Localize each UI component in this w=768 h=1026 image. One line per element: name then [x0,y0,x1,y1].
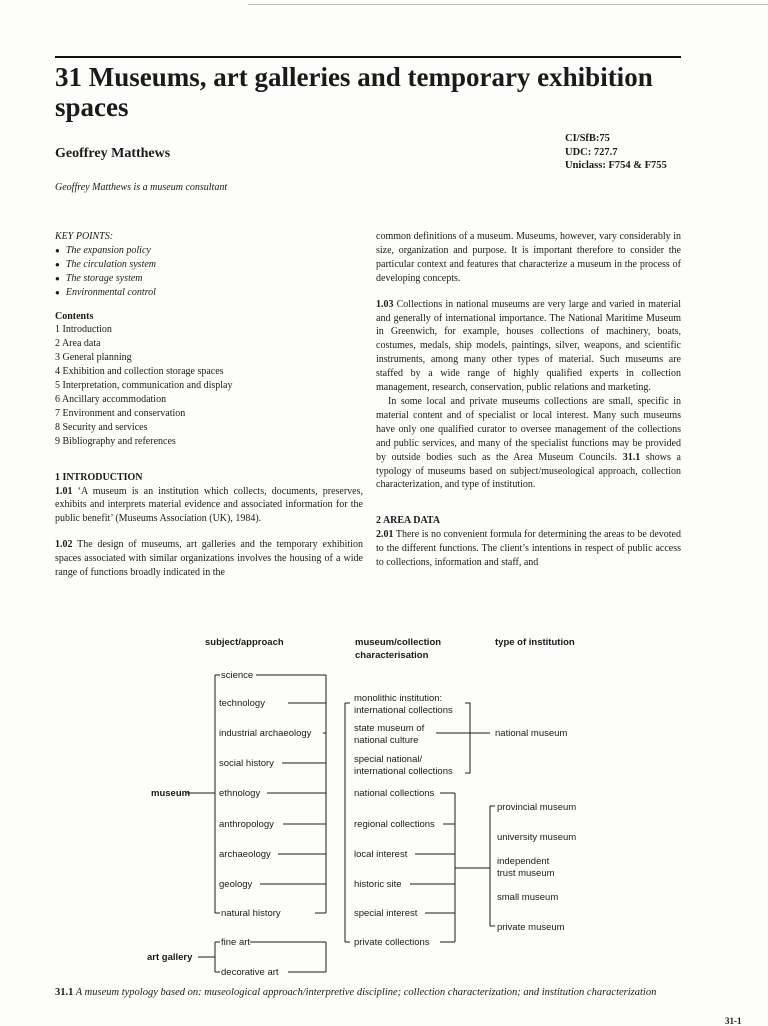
section-heading-area-data: 2 AREA DATA [376,515,441,527]
paragraph-number: 1.03 [376,298,394,310]
paragraph-text: Collections in national museums are very large and varied in material and generally of international importance. The National Maritime Museum in Greenwich, for example, houses collections of machinery, boats, costumes, medals, ship models, paintings, silver, weapons, and scientific instruments, among many other types of material. Such museums are staffed by a wide range of highly qualified experts in collection management, research, conservation, public relations and marketing. [376,298,681,394]
code-udc: UDC: 727.7 [565,146,618,158]
collection-monolithic-2: international collections [354,705,453,716]
contents-item: 6 Ancillary accommodation [55,393,167,405]
collection-regional: regional collections [354,819,435,830]
contents-item: 3 General planning [55,352,132,364]
subject-anthropology: anthropology [219,819,274,830]
header-type-of-institution: type of institution [495,637,575,648]
collection-private: private collections [354,937,430,948]
paragraph-number: 1.02 [55,539,73,551]
key-point-item: ● The storage system [55,272,363,286]
paragraph-text: There is no convenient formula for determining the areas to be devoted to the different functions. The client’s intentions in respect of public access to collections, information and staff, and [376,529,681,569]
contents-item: 2 Area data [55,338,101,350]
contents-list [55,323,363,448]
left-column [55,230,363,580]
paragraph-1-02 [55,538,363,580]
key-point-item: ● Environmental control [55,286,363,300]
code-cisfb: CI/SfB:75 [565,133,610,144]
paragraph-text: The design of museums, art galleries and the temporary exhibition spaces associated with similar organizations involves the housing of a wide range of functions broadly indicated in the [55,539,363,579]
collection-monolithic: monolithic institution: [354,693,443,704]
label-museum: museum [151,788,191,799]
subject-decorative-art: decorative art [221,967,279,978]
subject-science: science [221,670,254,681]
contents-item: 1 Introduction [55,324,112,336]
caption-text: A museum typology based on: museological approach/interpretive discipline; collection characterization; and institution characterization [73,987,657,998]
subject-geology: geology [219,879,253,890]
caption-number: 31.1 [55,987,74,998]
right-column [376,230,681,570]
label-art-gallery: art gallery [147,952,193,963]
key-points-list [55,244,363,300]
institution-independent: independent [497,856,550,867]
page-number: 31-1 [725,1016,742,1026]
subject-archaeology: archaeology [219,849,271,860]
paragraph-text: In some local and private museums collections are small, specific in material content and of specialist or local interest. Many such museums have only one qualified curator to oversee management of the collections and public services, and many of the specialist functions may be provided by outside bodies such as the Area Museum Councils. [376,395,681,463]
contents-item: 4 Exhibition and collection storage spaces [55,366,224,378]
author-affiliation: Geoffrey Matthews is a museum consultant [55,182,228,193]
code-uniclass: Uniclass: F754 & F755 [565,160,667,171]
contents-item: 7 Environment and conservation [55,407,186,419]
paragraph-1-03-second [376,395,681,492]
classification-codes [565,132,667,173]
collection-special-national: special national/ [354,754,423,765]
collection-state-museum-2: national culture [354,735,419,746]
collection-state-museum: state museum of [354,723,425,734]
institution-provincial: provincial museum [497,802,577,813]
contents-item: 9 Bibliography and references [55,435,176,447]
paragraph-1-01 [55,485,363,527]
institution-independent-2: trust museum [497,868,555,879]
top-edge-line [248,4,768,5]
paragraph-number: 1.01 [55,485,73,497]
institution-private: private museum [497,922,565,933]
author-name: Geoffrey Matthews [55,146,171,161]
institution-national-museum: national museum [495,728,568,739]
paragraph-2-01 [376,528,681,570]
subject-ethnology: ethnology [219,788,261,799]
contents-item: 8 Security and services [55,421,148,433]
paragraph-text: ‘A museum is an institution which collects, documents, preserves, exhibits and interprets material evidence and associated information for the public benefit’ (Museums Association (UK), 1984). [55,485,363,525]
header-collection-characterisation: museum/collection [355,637,442,648]
chapter-title: 31 Museums, art galleries and temporary exhibition spaces [55,62,653,122]
subject-social-history: social history [219,758,274,769]
paragraph-1-02-continued: common definitions of a museum. Museums, however, vary considerably in size, organization and purpose. It is important therefore to consider the particular context and features that characterize a museum in the process of developing concepts. [376,231,681,284]
subject-fine-art: fine art [221,937,251,948]
key-point-item: ● The expansion policy [55,244,363,258]
institution-small: small museum [497,892,559,903]
collection-local-interest: local interest [354,849,408,860]
contents-title: Contents [55,310,94,322]
collection-special-interest: special interest [354,908,418,919]
paragraph-text: shows a typology of museums based on subject/museological approach, collection characterization, and type of institution. [376,451,681,491]
collection-national: national collections [354,788,435,799]
title-rule [55,56,681,58]
collection-special-national-2: international collections [354,766,453,777]
key-point-item: ● The circulation system [55,258,363,272]
header-subject-approach: subject/approach [205,637,284,648]
typology-diagram [140,628,640,989]
institution-university: university museum [497,832,577,843]
paragraph-1-03 [376,298,681,395]
paragraph-number: 2.01 [376,529,394,541]
subject-industrial-archaeology: industrial archaeology [219,728,312,739]
subject-natural-history: natural history [221,908,281,919]
key-points-title: KEY POINTS: [55,231,114,242]
section-heading-introduction: 1 INTRODUCTION [55,471,143,483]
contents-item: 5 Interpretation, communication and display [55,380,233,392]
figure-reference: 31.1 [622,451,641,463]
header-collection-characterisation-2: characterisation [355,650,429,661]
subject-technology: technology [219,698,265,709]
figure-caption [55,986,675,1000]
collection-historic-site: historic site [354,879,402,890]
